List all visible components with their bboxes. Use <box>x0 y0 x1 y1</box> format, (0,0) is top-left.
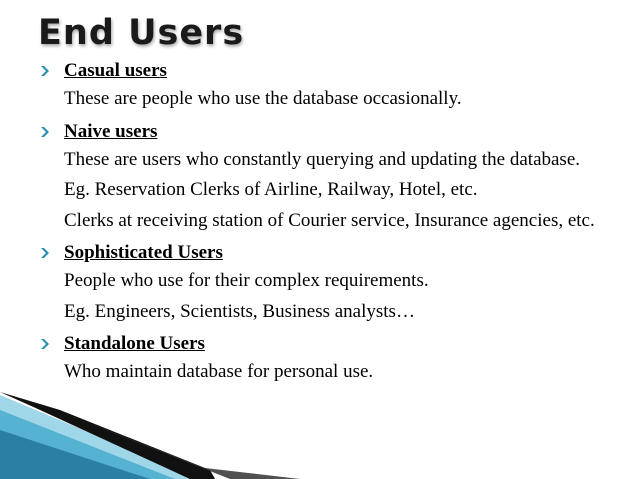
section-heading-sophisticated <box>38 240 602 270</box>
content-area <box>38 58 602 392</box>
page-title: End Users <box>38 13 245 53</box>
section-text: Clerks at receiving station of Courier service, Insurance agencies, etc. <box>64 209 595 231</box>
section-heading-naive <box>38 119 602 149</box>
section-title: Sophisticated Users <box>64 242 223 263</box>
section-title: Standalone Users <box>64 333 205 354</box>
section-text: Who maintain database for personal use. <box>64 361 374 382</box>
section-title: Naive users <box>64 120 158 142</box>
section-text: Eg. Engineers, Scientists, Business analysts… <box>64 300 415 322</box>
section-text: Eg. Reservation Clerks of Airline, Railway, Hotel, etc. <box>64 179 478 200</box>
section-text: People who use for their complex requirements. <box>64 270 429 291</box>
section-heading-standalone <box>38 331 602 361</box>
arrow-bullet-icon <box>40 126 52 138</box>
section-title: Casual users <box>64 60 167 81</box>
arrow-bullet-icon <box>40 247 52 259</box>
section-heading-casual <box>38 58 602 88</box>
arrow-bullet-icon <box>40 65 52 77</box>
section-text: These are users who constantly querying and updating the database. <box>64 148 581 170</box>
arrow-bullet-icon <box>40 338 52 350</box>
section-text: These are people who use the database occasionally. <box>64 88 462 109</box>
